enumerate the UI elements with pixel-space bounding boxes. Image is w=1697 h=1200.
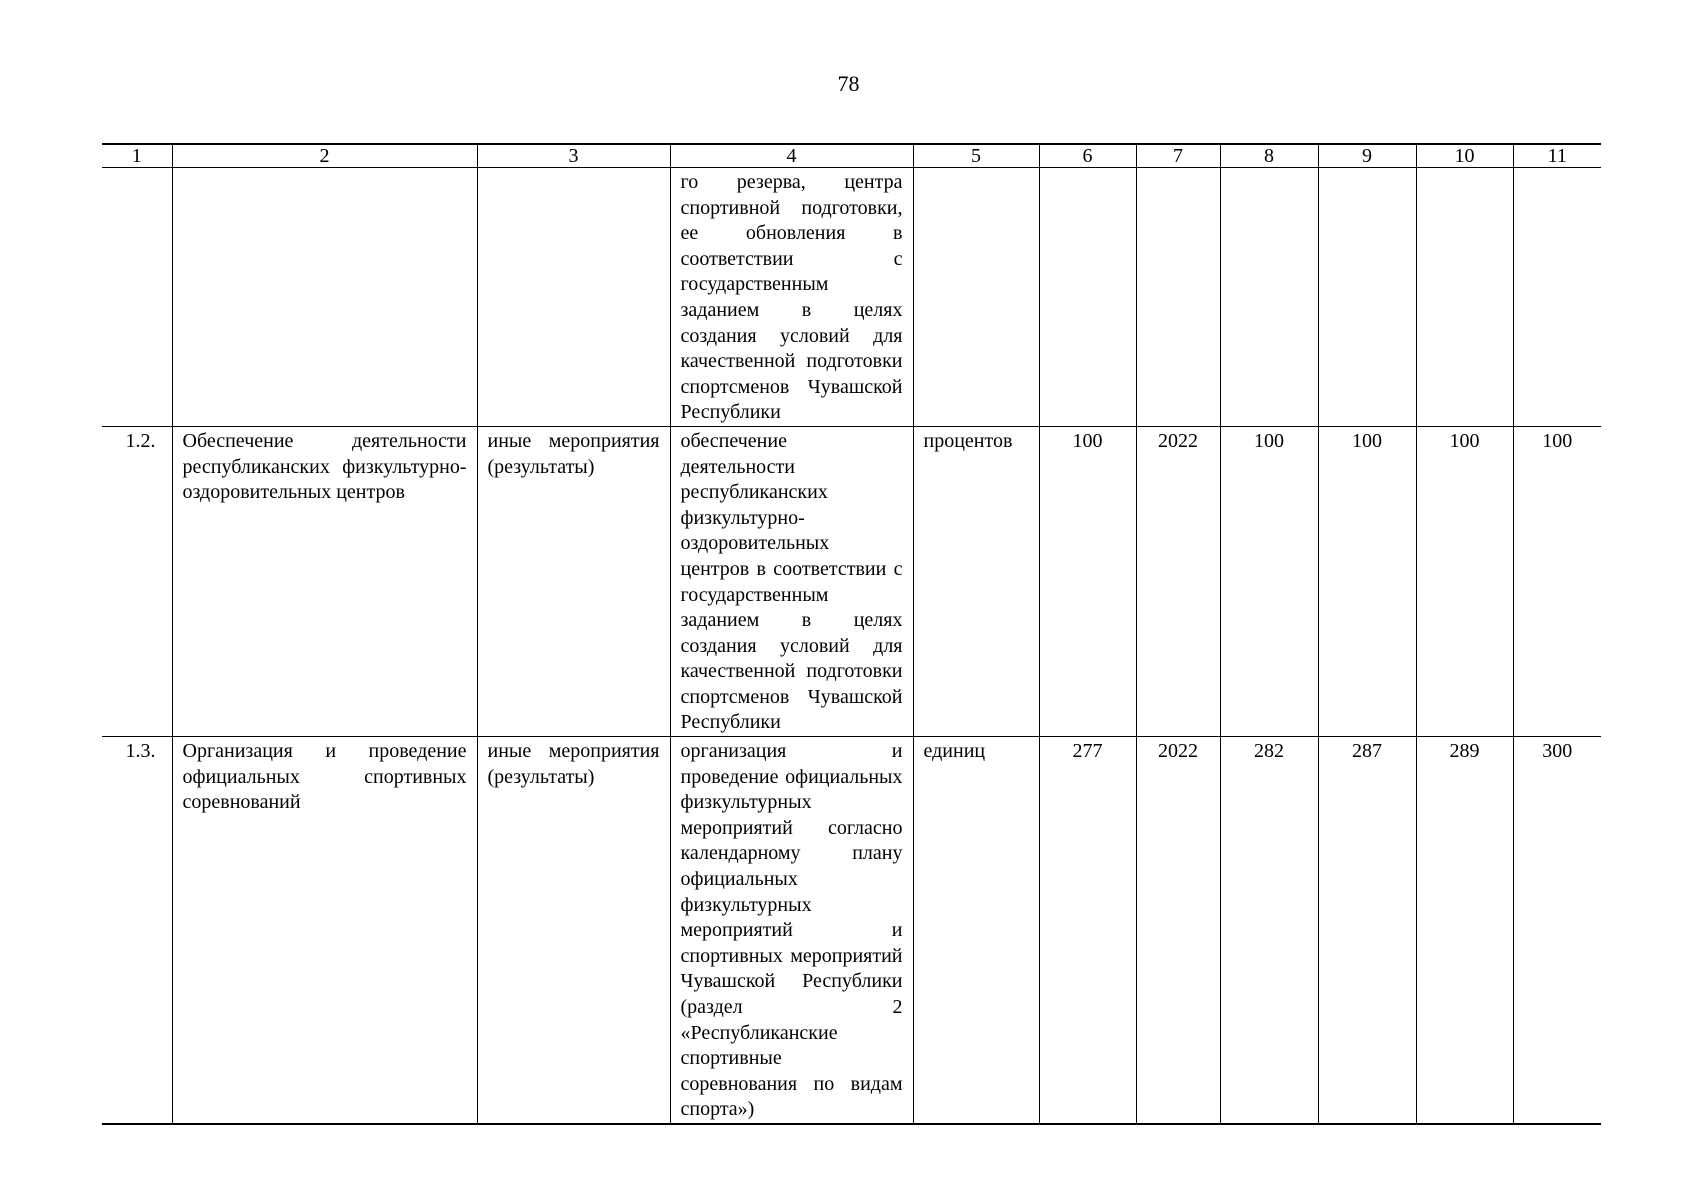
result-description: го резерва, центра спортивной подготовки, ее обновления в соответствии с государственным заданием в целях создания условий для качественной подготовки спортсменов Чувашской Республики [670, 168, 913, 427]
result-description: организация и проведение официальных физкультурных мероприятий согласно календарному плану официальных физкультурных мероприятий и спортивных мероприятий Чувашской Республики (раздел 2 «Республиканские спортивные соревнования по видам спорта») [670, 737, 913, 1124]
base-value [1039, 168, 1136, 427]
value-col-9 [1318, 168, 1416, 427]
table-row [102, 168, 1601, 427]
header-col-6: 6 [1039, 144, 1136, 168]
value-col-8 [1220, 168, 1318, 427]
column-number-header-row [102, 144, 1601, 168]
header-col-9: 9 [1318, 144, 1416, 168]
header-col-10: 10 [1416, 144, 1513, 168]
header-col-8: 8 [1220, 144, 1318, 168]
row-number [102, 168, 172, 427]
table-row [102, 737, 1601, 1124]
header-col-3: 3 [477, 144, 670, 168]
unit: процентов [913, 426, 1039, 736]
base-value: 277 [1039, 737, 1136, 1124]
row-number: 1.2. [102, 426, 172, 736]
value-col-9: 100 [1318, 426, 1416, 736]
value-col-10 [1416, 168, 1513, 427]
base-year: 2022 [1136, 737, 1220, 1124]
row-number: 1.3. [102, 737, 172, 1124]
event-name: Обеспечение деятельности республиканских физкультурно-оздоровительных центров [172, 426, 477, 736]
indicators-table [102, 143, 1601, 1125]
value-col-8: 282 [1220, 737, 1318, 1124]
header-col-1: 1 [102, 144, 172, 168]
event-type [477, 168, 670, 427]
result-description: обеспечение деятельности республиканских физкультурно-оздоровительных центров в соответствии с государственным заданием в целях создания условий для качественной подготовки спортсменов Чувашской Республики [670, 426, 913, 736]
base-year [1136, 168, 1220, 427]
value-col-10: 100 [1416, 426, 1513, 736]
page-number: 78 [837, 71, 860, 96]
value-col-11: 100 [1513, 426, 1601, 736]
value-col-9: 287 [1318, 737, 1416, 1124]
header-col-11: 11 [1513, 144, 1601, 168]
base-value: 100 [1039, 426, 1136, 736]
header-col-5: 5 [913, 144, 1039, 168]
value-col-8: 100 [1220, 426, 1318, 736]
header-col-2: 2 [172, 144, 477, 168]
table-row [102, 426, 1601, 736]
unit: единиц [913, 737, 1039, 1124]
value-col-10: 289 [1416, 737, 1513, 1124]
unit [913, 168, 1039, 427]
event-type: иные мероприятия (результаты) [477, 426, 670, 736]
event-type: иные мероприятия (результаты) [477, 737, 670, 1124]
event-name: Организация и проведение официальных спортивных соревнований [172, 737, 477, 1124]
header-col-7: 7 [1136, 144, 1220, 168]
event-name [172, 168, 477, 427]
value-col-11: 300 [1513, 737, 1601, 1124]
header-col-4: 4 [670, 144, 913, 168]
base-year: 2022 [1136, 426, 1220, 736]
value-col-11 [1513, 168, 1601, 427]
